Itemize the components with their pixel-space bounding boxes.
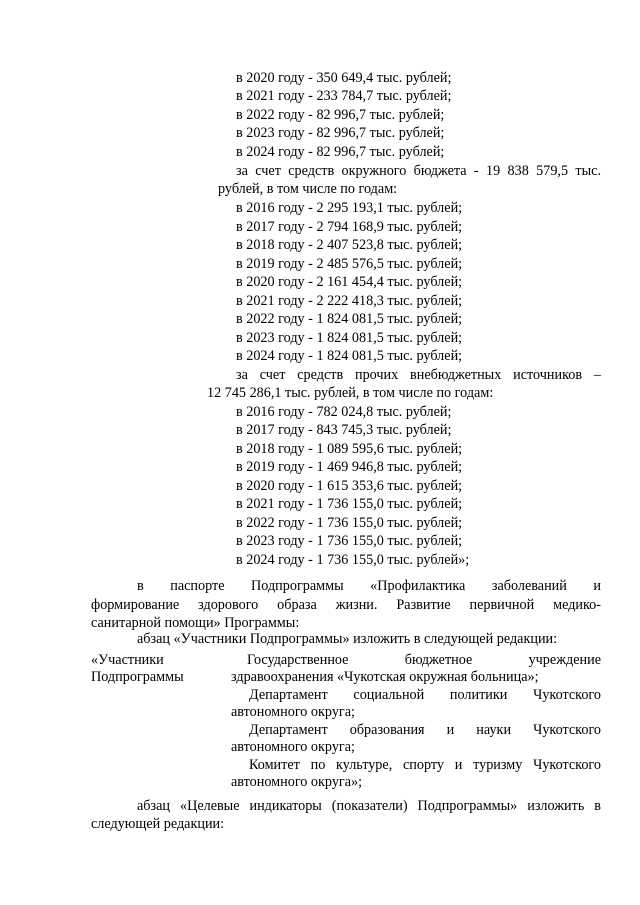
participant-line: здравоохранения «Чукотская окружная больница»; (231, 669, 539, 685)
funding-line: в 2023 году - 82 996,7 тыс. рублей; (236, 125, 445, 141)
funding-line: в 2021 году - 1 736 155,0 тыс. рублей; (236, 496, 463, 512)
passport-paragraph-line: в паспорте Подпрограммы «Профилактика заболеваний и (137, 578, 601, 594)
funding-line: в 2020 году - 1 615 353,6 тыс. рублей; (236, 478, 463, 494)
participant-line: Государственное бюджетное учреждение (247, 652, 601, 668)
participant-line: автономного округа»; (231, 774, 363, 790)
funding-line: в 2022 году - 82 996,7 тыс. рублей; (236, 107, 445, 123)
participant-line: Департамент социальной политики Чукотского (249, 687, 601, 703)
funding-line: в 2019 году - 2 485 576,5 тыс. рублей; (236, 256, 463, 272)
participant-line: Департамент образования и науки Чукотского (249, 722, 601, 738)
participants-abzac: абзац «Участники Подпрограммы» изложить в следующей редакции: (137, 631, 558, 647)
funding-line: в 2024 году - 1 736 155,0 тыс. рублей»; (236, 552, 470, 568)
funding-line: в 2023 году - 1 736 155,0 тыс. рублей; (236, 533, 463, 549)
participants-label-line: Подпрограммы (91, 669, 184, 685)
funding-line: в 2023 году - 1 824 081,5 тыс. рублей; (236, 330, 463, 346)
passport-paragraph-line: формирование здорового образа жизни. Развитие первичной медико- (91, 597, 601, 613)
funding-line: в 2024 году - 82 996,7 тыс. рублей; (236, 144, 445, 160)
funding-line: в 2017 году - 843 745,3 тыс. рублей; (236, 422, 452, 438)
indicators-abzac: абзац «Целевые индикаторы (показатели) Подпрограммы» изложить в (137, 798, 601, 814)
participant-line: автономного округа; (231, 739, 355, 755)
participants-label-line: «Участники (91, 652, 164, 668)
funding-line: в 2018 году - 2 407 523,8 тыс. рублей; (236, 237, 463, 253)
funding-line: в 2020 году - 350 649,4 тыс. рублей; (236, 70, 452, 86)
extra-budget-intro-cont: 12 745 286,1 тыс. рублей, в том числе по годам: (207, 385, 494, 401)
participant-entry (231, 722, 601, 756)
indicators-abzac-cont: следующей редакции: (91, 816, 225, 832)
funding-line: в 2019 году - 1 469 946,8 тыс. рублей; (236, 459, 463, 475)
funding-line: в 2022 году - 1 736 155,0 тыс. рублей; (236, 515, 463, 531)
participants-label (91, 652, 231, 686)
okrug-budget-intro: за счет средств окружного бюджета - 19 838 579,5 тыс. (236, 163, 601, 179)
funding-line: в 2024 году - 1 824 081,5 тыс. рублей; (236, 348, 463, 364)
funding-line: в 2018 году - 1 089 595,6 тыс. рублей; (236, 441, 463, 457)
funding-line: в 2021 году - 2 222 418,3 тыс. рублей; (236, 293, 463, 309)
funding-line: в 2017 году - 2 794 168,9 тыс. рублей; (236, 219, 463, 235)
extra-budget-intro: за счет средств прочих внебюджетных источников – (236, 367, 601, 383)
funding-line: в 2016 году - 782 024,8 тыс. рублей; (236, 404, 452, 420)
okrug-budget-intro-cont: рублей, в том числе по годам: (218, 181, 398, 197)
participant-entry (231, 757, 601, 791)
funding-line: в 2020 году - 2 161 454,4 тыс. рублей; (236, 274, 463, 290)
funding-line: в 2022 году - 1 824 081,5 тыс. рублей; (236, 311, 463, 327)
funding-line: в 2016 году - 2 295 193,1 тыс. рублей; (236, 200, 463, 216)
participant-entry (231, 687, 601, 721)
participant-entry (231, 652, 601, 686)
participant-line: Комитет по культуре, спорту и туризму Чукотского (249, 757, 601, 773)
funding-line: в 2021 году - 233 784,7 тыс. рублей; (236, 88, 452, 104)
participant-line: автономного округа; (231, 704, 355, 720)
passport-paragraph-line: санитарной помощи» Программы: (91, 615, 300, 631)
